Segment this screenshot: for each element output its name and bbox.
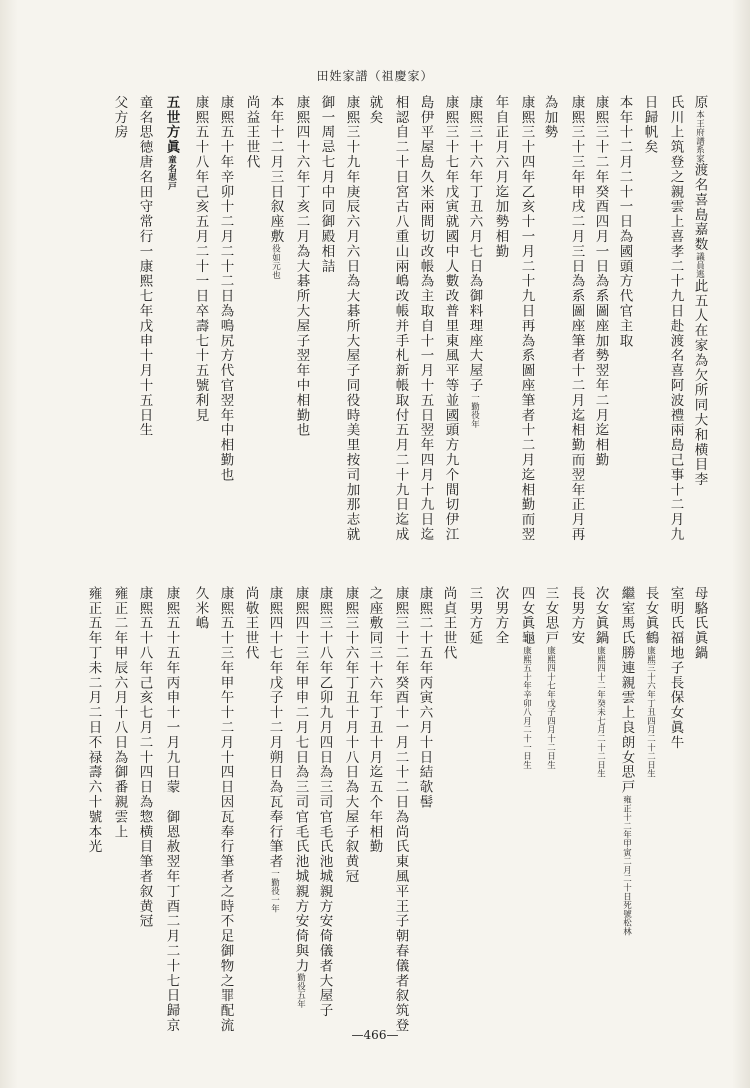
upper-column: [367, 95, 381, 125]
column-text: 康熙四十三年甲申二月七日為三司官毛氏池城親方安倚與力: [292, 586, 309, 974]
lower-column: [393, 586, 407, 1033]
interlinear-note: 康熙五十年辛卯八月二十一日生: [521, 645, 532, 769]
upper-column: [294, 95, 308, 438]
lower-column: [619, 586, 633, 935]
interlinear-note: 勤役五年: [295, 973, 306, 1009]
column-text: 母駱氏眞鍋: [691, 586, 708, 661]
column-text: 尚益王世代: [243, 95, 260, 170]
column-text: 島伊平屋島久米兩間切改帳為主取自十一月十五日翌年四月十九日迄: [417, 95, 434, 542]
lower-column: [112, 586, 126, 839]
column-text: 三女思戸: [542, 586, 559, 646]
interlinear-note: 一勤役年: [469, 393, 480, 429]
column-text: 繼室馬氏勝連親雲上良朗女思戸: [618, 586, 635, 795]
lower-column: [668, 586, 682, 750]
lower-column: [692, 586, 706, 661]
column-text: 本年十二月三日叙座敷: [267, 95, 284, 244]
upper-column: [692, 95, 706, 487]
upper-column: [244, 95, 258, 170]
lower-column: [164, 586, 178, 1033]
column-text: 此五人在家為欠所同大和横目李: [691, 278, 708, 488]
upper-column: [467, 95, 481, 428]
column-text: 次男方全: [492, 586, 509, 646]
column-text: 尚貞王世代: [440, 586, 457, 661]
lower-column: [467, 586, 481, 646]
upper-column: [418, 95, 432, 542]
column-text: 雍正五年丁未二月二日不禄壽六十號本光: [85, 586, 102, 855]
upper-column: [617, 95, 631, 348]
lower-column: [367, 586, 381, 854]
interlinear-note: 康熙四十七年戊子四月十二日生: [545, 645, 556, 769]
lower-column: [519, 586, 533, 769]
column-text: 四女眞龜: [518, 586, 535, 646]
column-text: 康熙二十五年丙寅六月十日結欹髻: [416, 586, 433, 810]
interlinear-note: 康熙三十六年丁丑四月二十二日生: [645, 645, 656, 778]
column-text: 三男方延: [466, 586, 483, 646]
lower-column: [643, 586, 657, 778]
lower-column: [569, 586, 583, 646]
column-text: 長女眞鶴: [642, 586, 659, 646]
upper-column: [112, 95, 126, 140]
upper-column: [668, 95, 682, 542]
interlinear-note: 童名思戸: [166, 154, 177, 190]
lower-column: [493, 586, 507, 646]
column-text: 久米嶋: [192, 586, 209, 631]
column-text: 康熙三十七年戊寅就國中人數改普里東風平等並國頭方九个間切伊江: [442, 95, 459, 542]
lower-column: [137, 586, 151, 929]
upper-column: [542, 95, 556, 140]
column-text: 康熙三十二年癸酉四月一日為系圖座加勢翌年二月迄相勤: [592, 95, 609, 468]
column-text: 康熙四十七年戊子十二月朔日為瓦奉行筆者: [266, 586, 283, 870]
column-text: 康熙五十三年甲午十二月十四日因瓦奉行筆者之時不足御物之罪配流: [217, 586, 234, 1033]
lower-column: [243, 586, 257, 661]
upper-column: [344, 95, 358, 542]
upper-column: [593, 95, 607, 468]
interlinear-note: 一勤役一年: [269, 869, 280, 914]
column-text: 就矣: [366, 95, 383, 125]
upper-column: [443, 95, 457, 542]
column-text: 康熙三十九年庚辰六月六日為大碁所大屋子同役時美里按司加那志就: [343, 95, 360, 542]
interlinear-note: 議員逃: [694, 252, 705, 279]
column-text: 康熙三十六年丁丑六月七日為御料理座大屋子: [466, 95, 483, 393]
column-text: 日歸帆矣: [641, 95, 658, 155]
lower-column: [293, 586, 307, 1009]
column-text: 康熙三十三年甲戌二月三日為系圖座筆者十二月迄相勤而翌年正月再: [568, 95, 585, 542]
column-text: 御一周忌七月中同御殿相詰: [318, 95, 335, 274]
column-text: 本年十二月二十一日為國頭方代官主取: [616, 95, 633, 349]
lower-column: [593, 586, 607, 778]
column-text: 康熙三十八年乙卯九月四日為三司官毛氏池城親方安倚儀者大屋子: [316, 586, 333, 1019]
upper-column: [642, 95, 656, 155]
upper-column: [268, 95, 282, 279]
column-text: 之座敷同三十六年丁丑十月迄五个年相勤: [366, 586, 383, 855]
upper-column: [569, 95, 583, 542]
column-text: 尚敬王世代: [242, 586, 259, 661]
upper-column: [193, 95, 207, 423]
column-text: 相認自二十日宮古八重山兩嶋改帳并手札新帳取付五月二十九日迄成: [392, 95, 409, 542]
column-text: 原: [691, 95, 708, 110]
upper-column: [164, 95, 178, 190]
lower-column: [417, 586, 431, 810]
column-text: 童名思徳唐名田守常行一康熙七年戊申十月十五日生: [136, 95, 153, 438]
interlinear-note: 本王府譜系家: [694, 109, 705, 163]
interlinear-note: 役如元也: [270, 244, 281, 280]
page-number: —466—: [351, 1028, 399, 1042]
upper-column: [137, 95, 151, 438]
lower-column: [317, 586, 331, 1018]
column-text: 康熙五十年辛卯十二月二十二日為鳴尻方代官翌年中相勤也: [217, 95, 234, 483]
lower-column: [343, 586, 357, 884]
lower-column: [193, 586, 207, 631]
interlinear-note: 康熙四十二年癸未七月二十二日生: [595, 645, 606, 778]
column-text: 年自正月六月迄加勢相勤: [492, 95, 509, 259]
column-text: 長男方安: [568, 586, 585, 646]
lower-column: [543, 586, 557, 769]
column-text: 康熙五十八年己亥七月二十四日為惣横目筆者叙黄冠: [136, 586, 153, 929]
column-text: 父方房: [111, 95, 128, 140]
column-text: 康熙三十六年丁丑十月十八日為大屋子叙黄冠: [342, 586, 359, 884]
upper-column: [493, 95, 507, 259]
lower-column: [441, 586, 455, 661]
upper-column: [319, 95, 333, 274]
lower-column: [218, 586, 232, 1033]
column-text: 雍正二年甲辰六月十八日為御番親雲上: [111, 586, 128, 840]
column-text: 為加勢: [541, 95, 558, 140]
column-text: 次女眞鍋: [592, 586, 609, 646]
column-text: 康熙五十五年丙申十一月九日蒙 御恩赦翌年丁酉二月二十七日歸京: [163, 586, 180, 1033]
column-text: 室明氏福地子長保女眞牛: [667, 586, 684, 750]
lower-column: [267, 586, 281, 913]
column-text: 康熙五十八年己亥五月二十一日卒壽七十五號利見: [192, 95, 209, 423]
upper-column: [218, 95, 232, 482]
interlinear-note: 雍正十二年甲寅二月二十日死號松林: [621, 794, 632, 936]
column-text: 氏川上筑登之親雲上喜孝二十九日赴渡名喜阿波禮兩島己事十二月九: [667, 95, 684, 542]
column-text: 五世方眞: [163, 95, 180, 155]
column-text: 渡名喜島嘉数: [691, 162, 708, 253]
page-header-title: 田姓家譜（祖慶家）: [316, 69, 434, 83]
column-text: 康熙三十四年乙亥十一月二十九日再為系圖座筆者十二月迄相勤而翌: [518, 95, 535, 542]
column-text: 康熙四十六年丁亥二月為大碁所大屋子翌年中相勤也: [293, 95, 310, 438]
lower-column: [86, 586, 100, 854]
column-text: 康熙三十二年癸酉十一月二十二日為尚氏東風平王子朝春儀者叙筑登: [392, 586, 409, 1033]
upper-column: [519, 95, 533, 542]
upper-column: [393, 95, 407, 542]
